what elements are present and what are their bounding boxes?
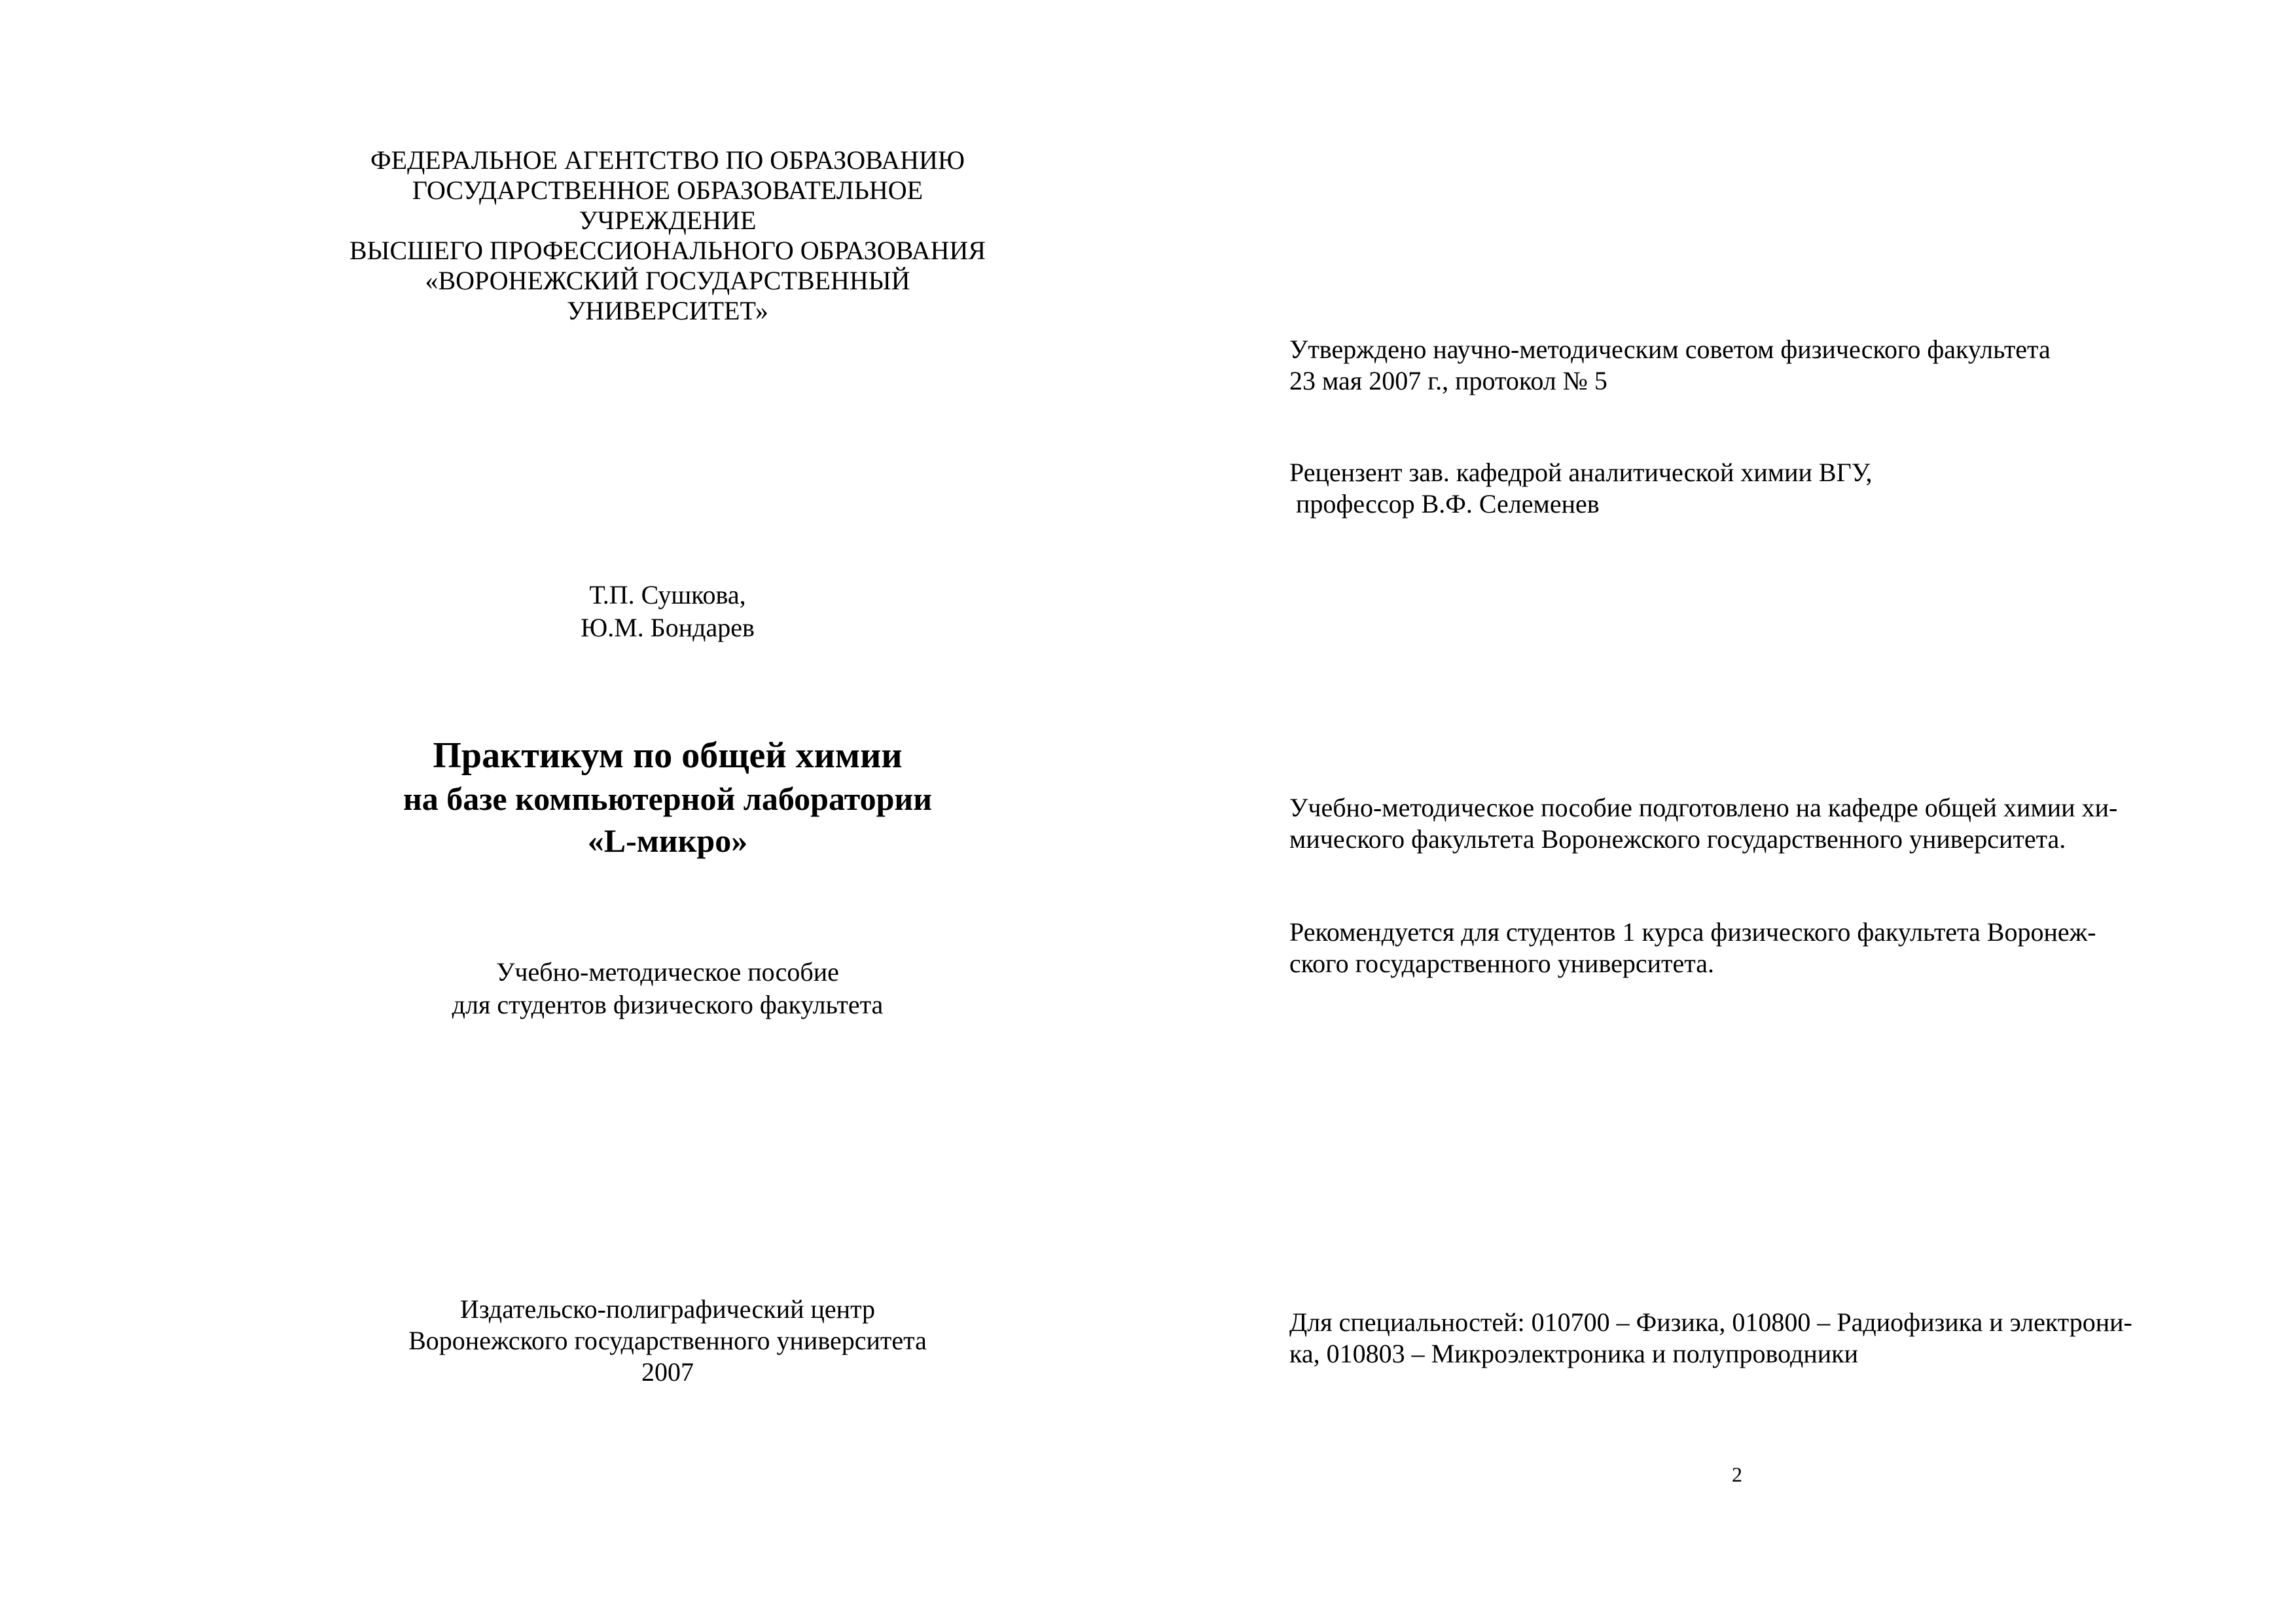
- org-line-6: УНИВЕРСИТЕТ»: [567, 296, 768, 325]
- specialties-line-1: Для специальностей: 010700 – Физика, 010800 – Радиофизика и электрони-: [1289, 1307, 2132, 1337]
- title-line-1: Практикум по общей химии: [433, 735, 903, 776]
- publisher-info: [275, 1294, 1060, 1388]
- prepared-note: [1289, 792, 2206, 855]
- authors: [458, 579, 877, 644]
- organization-header: [275, 145, 1060, 326]
- title-line-3: «L-микро»: [587, 822, 748, 859]
- prepared-line-2: мического факультета Воронежского государственного университета.: [1289, 824, 2066, 854]
- specialties-line-2: ка, 010803 – Микроэлектроника и полупроводники: [1289, 1339, 1859, 1368]
- recommended-line-1: Рекомендуется для студентов 1 курса физического факультета Воронеж-: [1289, 917, 2096, 947]
- org-line-3: УЧРЕЖДЕНИЕ: [579, 206, 757, 235]
- approval-line-2: 23 мая 2007 г., протокол № 5: [1289, 366, 1607, 395]
- org-line-4: ВЫСШЕГО ПРОФЕССИОНАЛЬНОГО ОБРАЗОВАНИЯ: [349, 236, 986, 265]
- right-page: [1148, 0, 2296, 1623]
- org-line-5: «ВОРОНЕЖСКИЙ ГОСУДАРСТВЕННЫЙ: [425, 266, 910, 295]
- reviewer-note: [1289, 457, 2206, 520]
- approval-line-1: Утверждено научно-методическим советом физического факультета: [1289, 335, 2051, 364]
- subtitle-line-2: для студентов физического факультета: [452, 990, 884, 1019]
- specialties-note: [1289, 1307, 2206, 1370]
- publisher-line-1: Издательско-полиграфический центр: [459, 1294, 876, 1324]
- org-line-1: ФЕДЕРАЛЬНОЕ АГЕНТСТВО ПО ОБРАЗОВАНИЮ: [370, 145, 965, 175]
- book-title: [275, 733, 1060, 862]
- title-line-2: на базе компьютерной лаборатории: [403, 780, 933, 817]
- recommended-line-2: ского государственного университета.: [1289, 949, 1714, 978]
- recommended-note: [1289, 917, 2206, 979]
- author-1: Т.П. Сушкова,: [589, 580, 746, 610]
- publication-year: 2007: [641, 1357, 694, 1387]
- subtitle-line-1: Учебно-методическое пособие: [496, 957, 839, 987]
- page-number: 2: [1732, 1463, 1742, 1486]
- org-line-2: ГОСУДАРСТВЕННОЕ ОБРАЗОВАТЕЛЬНОЕ: [412, 175, 924, 205]
- reviewer-line-2: профессор В.Ф. Селеменев: [1289, 489, 1600, 519]
- author-2: Ю.М. Бондарев: [581, 613, 755, 642]
- reviewer-line-1: Рецензент зав. кафедрой аналитической химии ВГУ,: [1289, 458, 1873, 487]
- prepared-line-1: Учебно-методическое пособие подготовлено на кафедре общей химии хи-: [1289, 793, 2118, 822]
- book-subtitle: [340, 956, 995, 1021]
- publisher-line-2: Воронежского государственного университета: [408, 1326, 927, 1355]
- approval-note: [1289, 334, 2206, 397]
